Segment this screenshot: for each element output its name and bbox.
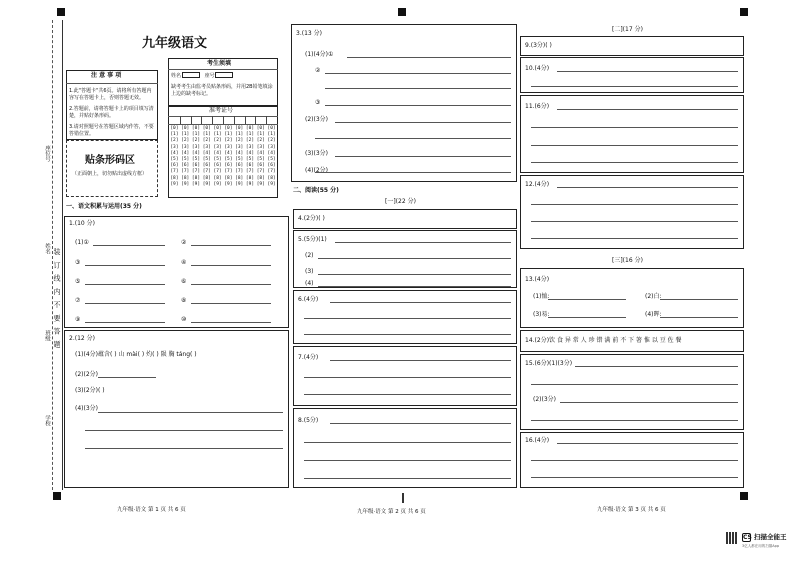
seat-field[interactable] [215,72,233,78]
answer-line[interactable] [85,265,165,266]
scanner-logo-icon: CS [743,534,752,541]
exam-digit-bubble[interactable]: [7] [224,169,233,175]
grid-separator [191,116,192,124]
exam-digit-bubble[interactable]: [4] [181,150,190,156]
exam-digit-bubble[interactable]: [6] [256,163,265,169]
page-footer: 九年级·语文 第 2 页 共 6 页 [357,509,426,515]
exam-digit-bubble[interactable]: [0] [224,126,233,131]
q1-title: 1.(10 分) [69,220,95,227]
answer-line[interactable] [98,412,283,413]
corner-mark [740,492,748,500]
exam-digit-bubble[interactable]: [7] [202,169,211,175]
answer-line[interactable] [335,122,511,123]
exam-digit-bubble[interactable]: [4] [245,150,255,156]
exam-digit-bubble[interactable]: [3] [213,144,222,150]
exam-digit-bubble[interactable]: [1] [267,132,276,138]
q10-title: 10.(4分) [525,65,550,72]
exam-digit-bubble[interactable]: [8] [235,175,244,181]
exam-digit-bubble[interactable]: [8] [256,175,265,181]
corner-mark [740,8,748,16]
exam-digit-bubble[interactable]: [5] [224,157,233,163]
q13-item: (4)晖: [645,311,662,318]
qr-code-icon [726,532,738,544]
exam-digit-bubble[interactable]: [1] [224,132,233,138]
q5-item: (2) [305,252,314,259]
q15-part2: (2)(3分) [533,396,556,403]
q3-title: 3.(13 分) [296,30,322,37]
q3-item: (1)(4分)① [305,51,334,58]
exam-digit-bubble[interactable]: [3] [224,144,233,150]
exam-digit-bubble[interactable]: [8] [170,175,179,181]
notice-item: 2.答题前，请将答题卡上的项目填写清楚，并贴好条形码。 [69,106,154,119]
notice-item: 1.此"答题卡"共6页。请将所有答题内容写在答题卡上，否则答题无效。 [69,88,152,101]
answer-line[interactable] [548,317,626,318]
exam-digit-bubble[interactable]: [5] [181,157,190,163]
exam-digit-bubble[interactable]: [2] [224,138,233,144]
barcode-title: 贴条形码区 [85,155,135,166]
exam-digit-bubble[interactable]: [9] [213,181,222,187]
q2-part3: (3)(2分)( ) [75,387,105,394]
answer-line[interactable] [531,127,738,128]
answer-line[interactable] [330,423,511,424]
exam-digit-bubble[interactable]: [9] [191,181,201,187]
exam-digit-bubble[interactable]: [2] [256,138,265,144]
answer-line[interactable] [93,245,165,246]
exam-digit-bubble[interactable]: [4] [213,150,222,156]
seat-label: 座位号 [44,145,50,162]
corner-mark [57,8,65,16]
name-label: 姓名 [44,243,50,254]
exam-digit-bubble[interactable]: [8] [181,175,190,181]
exam-digit-bubble[interactable]: [1] [170,132,179,138]
answer-line[interactable] [531,162,738,163]
exam-digit-bubble[interactable]: [8] [202,175,211,181]
exam-digit-bubble[interactable]: [8] [245,175,255,181]
answer-line[interactable] [531,384,738,385]
exam-digit-bubble[interactable]: [7] [256,169,265,175]
answer-line[interactable] [191,265,271,266]
exam-digit-bubble[interactable]: [7] [213,169,222,175]
exam-digit-bubble[interactable]: [2] [245,138,255,144]
exam-digit-bubble[interactable]: [5] [235,157,244,163]
exam-digit-bubble[interactable]: [6] [224,163,233,169]
q6-box[interactable] [293,290,517,344]
q1-item: ⑤ [75,278,81,285]
answer-line[interactable] [191,245,271,246]
answer-line[interactable] [85,322,165,323]
exam-digit-bubble[interactable]: [1] [235,132,244,138]
answer-line[interactable] [191,322,271,323]
name-field[interactable] [182,72,200,78]
q3-box[interactable] [291,24,517,182]
exam-digit-bubble[interactable]: [6] [170,163,179,169]
subsection-title: [二](17 分) [612,26,643,33]
answer-line[interactable] [531,477,738,478]
exam-digit-bubble[interactable]: [2] [267,138,276,144]
answer-line[interactable] [557,109,738,110]
exam-digit-bubble[interactable]: [0] [245,126,255,131]
exam-digit-bubble[interactable]: [1] [256,132,265,138]
divider [168,69,278,70]
exam-digit-bubble[interactable]: [0] [191,126,201,131]
q3-item: (3)(3分) [305,150,328,157]
answer-line[interactable] [531,204,738,205]
notice-title: 注 意 事 项 [91,72,122,79]
answer-line[interactable] [98,377,156,378]
exam-digit-bubble[interactable]: [7] [267,169,276,175]
exam-digit-bubble[interactable]: [6] [202,163,211,169]
answer-line[interactable] [330,360,511,361]
page-footer: 九年级·语文 第 1 页 共 6 页 [117,507,186,513]
exam-digit-bubble[interactable]: [2] [213,138,222,144]
exam-digit-bubble[interactable]: [5] [256,157,265,163]
subsection-title: [一](22 分) [385,198,416,205]
exam-digit-bubble[interactable]: [6] [181,163,190,169]
exam-digit-bubble[interactable]: [8] [224,175,233,181]
answer-line[interactable] [85,284,165,285]
exam-digit-bubble[interactable]: [0] [267,126,276,131]
q13-title: 13.(4分) [525,276,550,283]
barcode-area [66,140,158,197]
exam-digit-bubble[interactable]: [9] [245,181,255,187]
q1-item: ③ [75,259,81,266]
q3-item: (4)(2分) [305,167,328,174]
exam-digit-bubble[interactable]: [4] [191,150,201,156]
answer-line[interactable] [318,274,511,275]
q1-item: ⑥ [181,278,187,285]
q1-box[interactable] [64,216,289,328]
exam-digit-bubble[interactable]: [6] [245,163,255,169]
answer-line[interactable] [85,448,283,449]
exam-digit-bubble[interactable]: [1] [191,132,201,138]
q13-item: (1)恤: [533,293,550,300]
exam-digit-bubble[interactable]: [1] [245,132,255,138]
exam-digit-bubble[interactable]: [7] [170,169,179,175]
candidate-instruction: 缺考考生由监考员贴条形码，并用2B铅笔填涂上边的缺考标记。 [171,84,273,97]
exam-number-bubbles[interactable] [169,126,277,188]
exam-digit-bubble[interactable]: [5] [170,157,179,163]
exam-digit-bubble[interactable]: [2] [202,138,211,144]
q11-title: 11.(6分) [525,103,550,110]
class-label: 班级 [44,330,50,341]
q1-item: ⑧ [181,297,187,304]
divider [66,83,158,84]
section-title: 二、阅读(55 分) [293,187,339,194]
answer-line[interactable] [304,460,511,461]
exam-digit-bubble[interactable]: [1] [213,132,222,138]
exam-digit-bubble[interactable]: [2] [170,138,179,144]
exam-digit-bubble[interactable]: [2] [191,138,201,144]
answer-line[interactable] [560,402,738,403]
q1-item: (1)① [75,239,89,246]
corner-mark [398,8,406,16]
answer-line[interactable] [531,420,738,421]
q4-title: 4.(2分)( ) [298,215,325,222]
exam-digit-bubble[interactable]: [0] [181,126,190,131]
answer-line[interactable] [315,172,511,173]
notice-item: 3.请对照题号在答题区域内作答，不要答错位置。 [69,124,154,137]
exam-digit-bubble[interactable]: [7] [245,169,255,175]
answer-line[interactable] [191,303,271,304]
exam-digit-bubble[interactable]: [8] [267,175,276,181]
grid-separator [234,116,235,124]
exam-digit-bubble[interactable]: [6] [267,163,276,169]
exam-digit-bubble[interactable]: [3] [267,144,276,150]
section-title: 一、语文积累与运用(35 分) [66,203,142,210]
exam-digit-bubble[interactable]: [5] [267,157,276,163]
q9-box[interactable] [520,36,744,56]
exam-digit-bubble[interactable]: [4] [235,150,244,156]
exam-digit-bubble[interactable]: [9] [202,181,211,187]
q5-item: (4) [305,280,314,287]
exam-digit-bubble[interactable]: [3] [235,144,244,150]
answer-line[interactable] [531,460,738,461]
q1-item: ⑨ [75,316,81,323]
exam-digit-bubble[interactable]: [9] [181,181,190,187]
answer-line[interactable] [531,238,738,239]
candidate-title: 考生须填 [207,60,232,67]
answer-line[interactable] [325,88,511,89]
scanner-name: 扫描全能王 [754,533,787,541]
q1-item: ⑦ [75,297,81,304]
subsection-title: [三](16 分) [612,257,643,264]
paper-title: 九年级语文 [142,36,208,51]
answer-line[interactable] [325,105,511,106]
exam-digit-bubble[interactable]: [6] [235,163,244,169]
q2-part1: (1)(4分)蕴含( ) 山 mài( ) 灼( ) 陨 胸 táng( ) [75,351,197,358]
answer-line[interactable] [85,303,165,304]
q3-item: ③ [315,99,321,106]
exam-number-title: 准考证号 [209,107,234,114]
q15-title: 15.(6分)(1)(3分) [525,360,573,367]
exam-digit-bubble[interactable]: [0] [213,126,222,131]
q3-item: ② [315,67,321,74]
q2-part4: (4)(3分) [75,405,98,412]
q13-item: (3)易: [533,311,550,318]
q13-box[interactable] [520,268,744,328]
answer-line[interactable] [304,334,511,335]
grid-separator [223,116,224,124]
answer-line[interactable] [318,258,511,259]
q8-title: 8.(5分) [298,417,319,424]
q4-box[interactable] [293,209,517,229]
page-footer: 九年级·语文 第 3 页 共 6 页 [597,507,666,513]
exam-digit-bubble[interactable]: [5] [213,157,222,163]
exam-digit-bubble[interactable]: [9] [256,181,265,187]
exam-digit-bubble[interactable]: [8] [213,175,222,181]
exam-digit-bubble[interactable]: [3] [256,144,265,150]
answer-line[interactable] [660,317,738,318]
grid-separator [212,116,213,124]
exam-digit-bubble[interactable]: [9] [235,181,244,187]
exam-digit-bubble[interactable]: [4] [202,150,211,156]
q2-part2: (2)(2分) [75,371,98,378]
grid-separator [255,116,256,124]
answer-line[interactable] [304,394,511,395]
grid-separator [245,116,246,124]
answer-line[interactable] [557,187,738,188]
exam-digit-bubble[interactable]: [2] [235,138,244,144]
exam-digit-bubble[interactable]: [7] [235,169,244,175]
q12-title: 12.(4分) [525,181,550,188]
q9-title: 9.(3分)( ) [525,42,552,49]
exam-digit-bubble[interactable]: [0] [235,126,244,131]
exam-digit-bubble[interactable]: [6] [191,163,201,169]
exam-digit-bubble[interactable]: [1] [181,132,190,138]
grid-separator [266,116,267,124]
exam-digit-bubble[interactable]: [3] [191,144,201,150]
q8-box[interactable] [293,408,517,488]
scanner-sub: 3亿人都在用的扫描App [742,544,780,548]
q16-title: 16.(4分) [525,437,550,444]
exam-digit-bubble[interactable]: [3] [245,144,255,150]
exam-digit-bubble[interactable]: [8] [191,175,201,181]
exam-digit-bubble[interactable]: [6] [213,163,222,169]
answer-line[interactable] [531,145,738,146]
q7-box[interactable] [293,346,517,406]
grid-separator [180,116,181,124]
answer-line[interactable] [548,299,626,300]
answer-line[interactable] [304,442,511,443]
q14-title: 14.(2分)饮 食 异 常 人 珍 错 满 前 不 下 箸 惟 以 豆 佐 餐 [525,337,682,344]
binding-text: 装 订 线 内 不 要 答 题 [53,248,61,350]
answer-line[interactable] [531,221,738,222]
q5-item: (3) [305,268,314,275]
q2-title: 2.(12 分) [69,335,95,342]
q10-box[interactable] [520,57,744,93]
divider [168,124,278,125]
grid-separator [201,116,202,124]
school-label: 学校 [44,415,50,426]
q1-item: ⑩ [181,316,187,323]
q1-item: ② [181,239,187,246]
answer-line[interactable] [335,156,511,157]
binding-line [62,20,63,490]
answer-line[interactable] [304,478,511,479]
exam-digit-bubble[interactable]: [9] [170,181,179,187]
answer-line[interactable] [557,71,738,72]
answer-line[interactable] [304,377,511,378]
corner-mark [53,492,61,500]
answer-line[interactable] [330,302,511,303]
exam-digit-bubble[interactable]: [7] [181,169,190,175]
page-divider [402,493,404,503]
candidate-fields: 姓名 座号 [171,73,215,79]
exam-digit-bubble[interactable]: [7] [191,169,201,175]
answer-line[interactable] [335,242,511,243]
exam-digit-bubble[interactable]: [0] [170,126,179,131]
answer-line[interactable] [660,299,738,300]
exam-digit-bubble[interactable]: [5] [245,157,255,163]
exam-digit-bubble[interactable]: [3] [181,144,190,150]
exam-digit-bubble[interactable]: [5] [191,157,201,163]
answer-line[interactable] [325,73,511,74]
answer-line[interactable] [191,284,271,285]
answer-line[interactable] [531,86,738,87]
q6-title: 6.(4分) [298,296,319,303]
q5-title: 5.(5分)(1) [298,236,327,243]
barcode-sub: （正面朝上，切勿贴出虚线方框） [72,171,148,177]
answer-line[interactable] [347,57,511,58]
exam-digit-bubble[interactable]: [9] [224,181,233,187]
answer-line[interactable] [318,286,511,287]
exam-digit-bubble[interactable]: [4] [224,150,233,156]
answer-line[interactable] [557,443,738,444]
exam-digit-bubble[interactable]: [3] [170,144,179,150]
q7-title: 7.(4分) [298,354,319,361]
exam-digit-bubble[interactable]: [4] [267,150,276,156]
q13-item: (2)白: [645,293,662,300]
answer-line[interactable] [575,366,738,367]
answer-line[interactable] [315,138,511,139]
answer-line[interactable] [304,318,511,319]
exam-digit-bubble[interactable]: [5] [202,157,211,163]
q1-item: ④ [181,259,187,266]
exam-digit-bubble[interactable]: [2] [181,138,190,144]
exam-digit-bubble[interactable]: [9] [267,181,276,187]
exam-digit-bubble[interactable]: [0] [202,126,211,131]
exam-digit-bubble[interactable]: [4] [170,150,179,156]
exam-digit-bubble[interactable]: [1] [202,132,211,138]
answer-line[interactable] [85,430,283,431]
exam-digit-bubble[interactable]: [0] [256,126,265,131]
exam-digit-bubble[interactable]: [3] [202,144,211,150]
exam-digit-bubble[interactable]: [4] [256,150,265,156]
q3-item: (2)(3分) [305,116,328,123]
